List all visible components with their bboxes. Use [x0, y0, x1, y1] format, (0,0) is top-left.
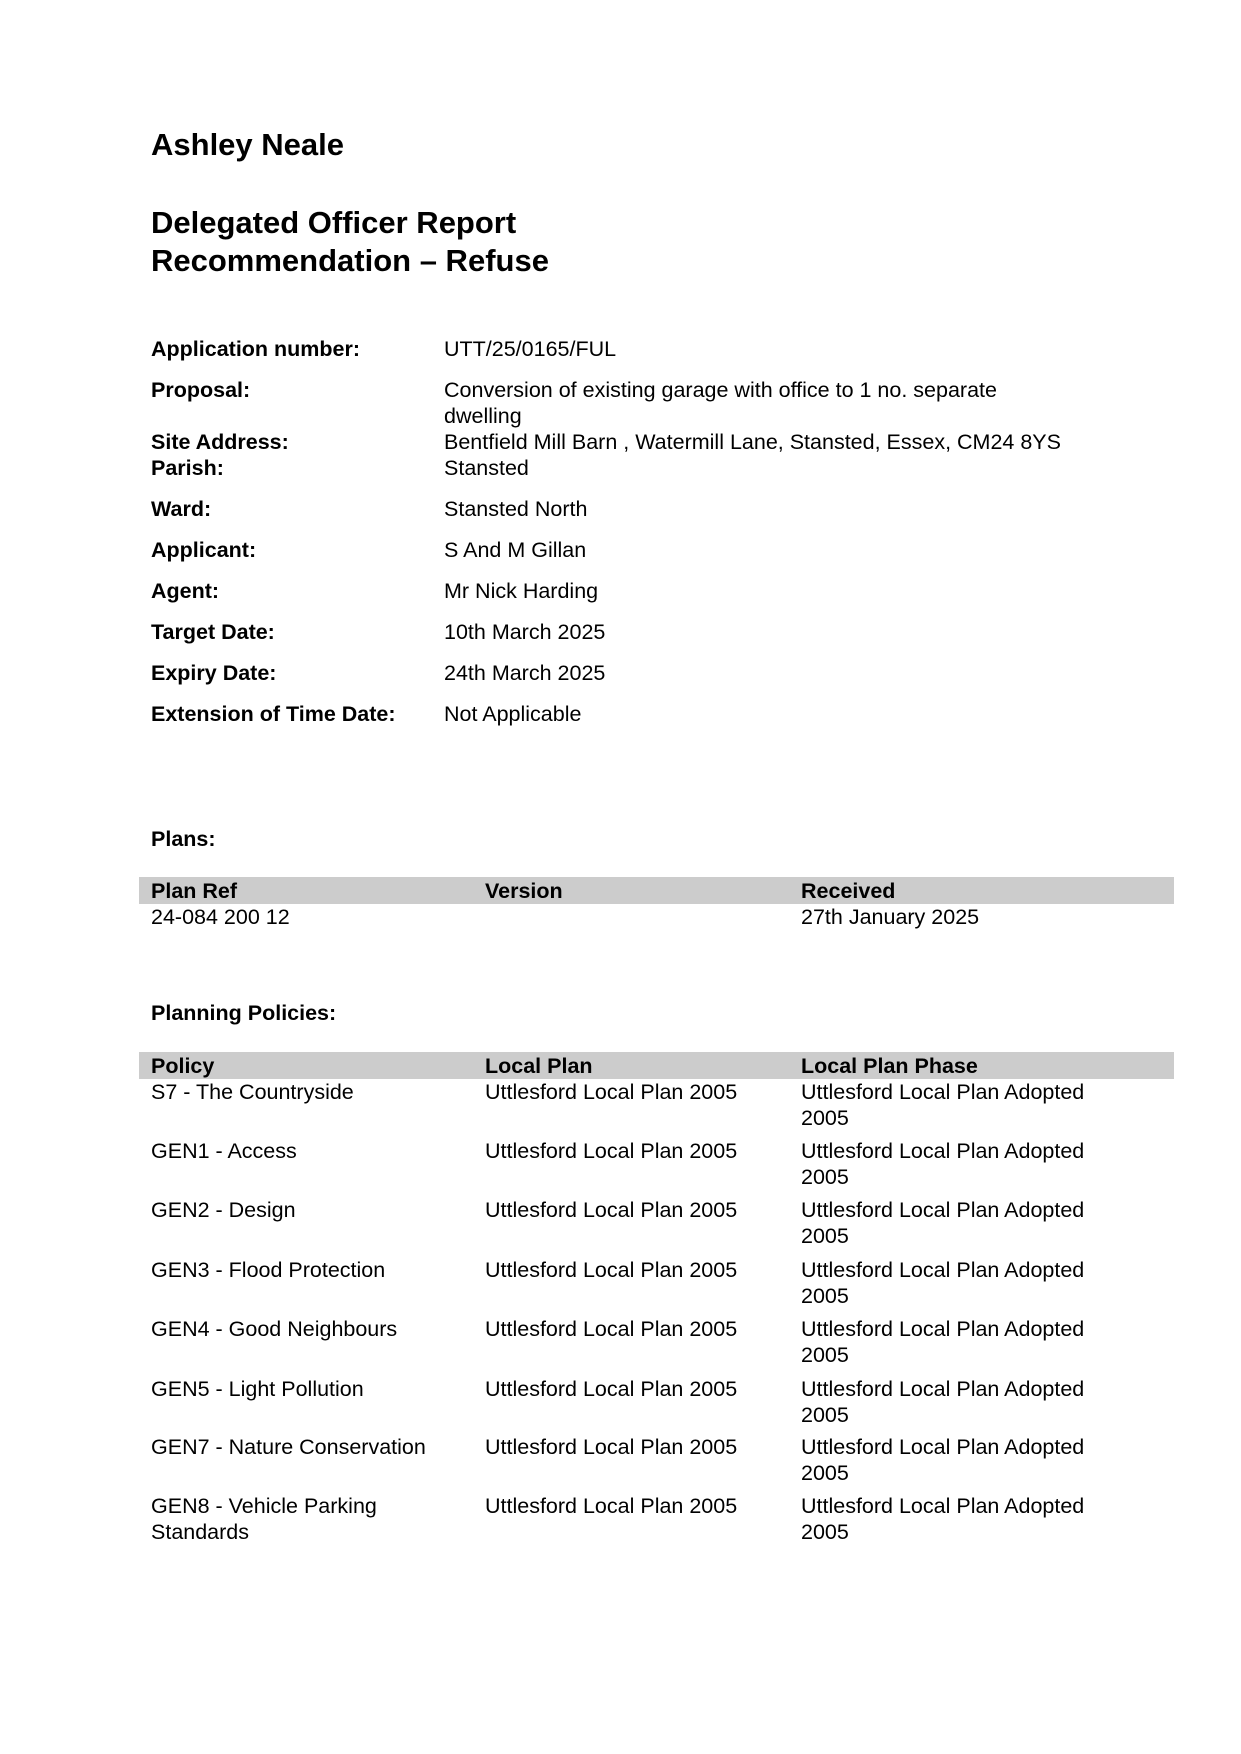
- application-details: [151, 336, 1071, 727]
- detail-label: Applicant:: [151, 538, 257, 562]
- plans-heading: Plans:: [151, 827, 216, 851]
- table-cell: GEN8 - Vehicle Parking Standards: [151, 1494, 377, 1544]
- table-cell: Uttlesford Local Plan Adopted 2005: [801, 1435, 1085, 1485]
- detail-value: 24th March 2025: [444, 661, 606, 685]
- detail-label: Extension of Time Date:: [151, 702, 396, 726]
- detail-row-extension-of-time: [151, 701, 1071, 727]
- detail-value: UTT/25/0165/FUL: [444, 337, 617, 361]
- table-cell: GEN4 - Good Neighbours: [151, 1317, 398, 1341]
- detail-label: Agent:: [151, 579, 220, 603]
- table-cell: [485, 904, 801, 930]
- table-row: [139, 1493, 1174, 1545]
- detail-label: Proposal:: [151, 378, 251, 402]
- table-cell: 24-084 200 12: [151, 905, 290, 929]
- table-cell: Uttlesford Local Plan Adopted 2005: [801, 1317, 1085, 1367]
- table-row: [139, 1257, 1174, 1316]
- table-row: [139, 1079, 1174, 1138]
- detail-row-target-date: [151, 619, 1071, 645]
- detail-value: Conversion of existing garage with office to 1 no. separate dwelling: [444, 378, 997, 428]
- planning-policies-heading: Planning Policies:: [151, 1001, 337, 1025]
- table-cell: Uttlesford Local Plan Adopted 2005: [801, 1198, 1085, 1248]
- detail-row-site-address: [151, 429, 1071, 455]
- column-header: Local Plan: [485, 1053, 593, 1078]
- table-row: [139, 1138, 1174, 1197]
- detail-label: Application number:: [151, 337, 361, 361]
- detail-value: 10th March 2025: [444, 620, 606, 644]
- report-title: [151, 204, 549, 280]
- detail-value: Not Applicable: [444, 702, 582, 726]
- table-cell: Uttlesford Local Plan 2005: [485, 1080, 738, 1104]
- column-header: Local Plan Phase: [801, 1053, 978, 1078]
- table-cell: Uttlesford Local Plan Adopted 2005: [801, 1494, 1085, 1544]
- table-row: [139, 1316, 1174, 1376]
- detail-label: Expiry Date:: [151, 661, 277, 685]
- table-row: [139, 1434, 1174, 1493]
- column-header: Version: [485, 878, 563, 903]
- detail-row-parish: [151, 455, 1071, 481]
- detail-value: S And M Gillan: [444, 538, 587, 562]
- table-cell: Uttlesford Local Plan Adopted 2005: [801, 1258, 1085, 1308]
- table-cell: Uttlesford Local Plan Adopted 2005: [801, 1080, 1085, 1130]
- table-cell: Uttlesford Local Plan Adopted 2005: [801, 1377, 1085, 1427]
- table-cell: S7 - The Countryside: [151, 1080, 354, 1104]
- table-row: [139, 904, 1174, 930]
- table-cell: GEN2 - Design: [151, 1198, 296, 1222]
- table-cell: 27th January 2025: [801, 905, 980, 929]
- table-cell: Uttlesford Local Plan 2005: [485, 1258, 738, 1282]
- detail-label: Target Date:: [151, 620, 275, 644]
- table-cell: GEN5 - Light Pollution: [151, 1377, 364, 1401]
- table-cell: Uttlesford Local Plan 2005: [485, 1494, 738, 1518]
- detail-row-ward: [151, 496, 1071, 522]
- table-cell: Uttlesford Local Plan Adopted 2005: [801, 1139, 1085, 1189]
- detail-row-proposal: [151, 377, 1071, 429]
- detail-label: Parish:: [151, 456, 224, 480]
- report-title-line-2: Recommendation – Refuse: [151, 243, 549, 278]
- table-cell: Uttlesford Local Plan 2005: [485, 1317, 738, 1341]
- column-header: Policy: [151, 1053, 215, 1078]
- detail-row-applicant: [151, 537, 1071, 563]
- table-row: [139, 1376, 1174, 1434]
- detail-value: Mr Nick Harding: [444, 579, 599, 603]
- detail-value: Bentfield Mill Barn , Watermill Lane, Stansted, Essex, CM24 8YS: [444, 430, 1061, 454]
- table-cell: Uttlesford Local Plan 2005: [485, 1435, 738, 1459]
- detail-row-application-number: [151, 336, 1071, 362]
- plans-table: [139, 877, 1174, 930]
- table-cell: GEN1 - Access: [151, 1139, 297, 1163]
- table-cell: Uttlesford Local Plan 2005: [485, 1139, 738, 1163]
- table-header: [139, 1052, 1174, 1079]
- detail-label: Ward:: [151, 497, 212, 521]
- table-cell: Uttlesford Local Plan 2005: [485, 1377, 738, 1401]
- officer-name: Ashley Neale: [151, 127, 344, 162]
- policies-table: [139, 1052, 1174, 1545]
- column-header: Received: [801, 878, 896, 903]
- table-cell: GEN7 - Nature Conservation: [151, 1435, 426, 1459]
- table-row: [139, 1197, 1174, 1257]
- table-cell: GEN3 - Flood Protection: [151, 1258, 386, 1282]
- detail-row-expiry-date: [151, 660, 1071, 686]
- detail-row-agent: [151, 578, 1071, 604]
- detail-value: Stansted: [444, 456, 529, 480]
- table-header: [139, 877, 1174, 904]
- report-title-line-1: Delegated Officer Report: [151, 205, 517, 240]
- detail-value: Stansted North: [444, 497, 588, 521]
- detail-label: Site Address:: [151, 430, 289, 454]
- column-header: Plan Ref: [151, 878, 238, 903]
- table-cell: Uttlesford Local Plan 2005: [485, 1198, 738, 1222]
